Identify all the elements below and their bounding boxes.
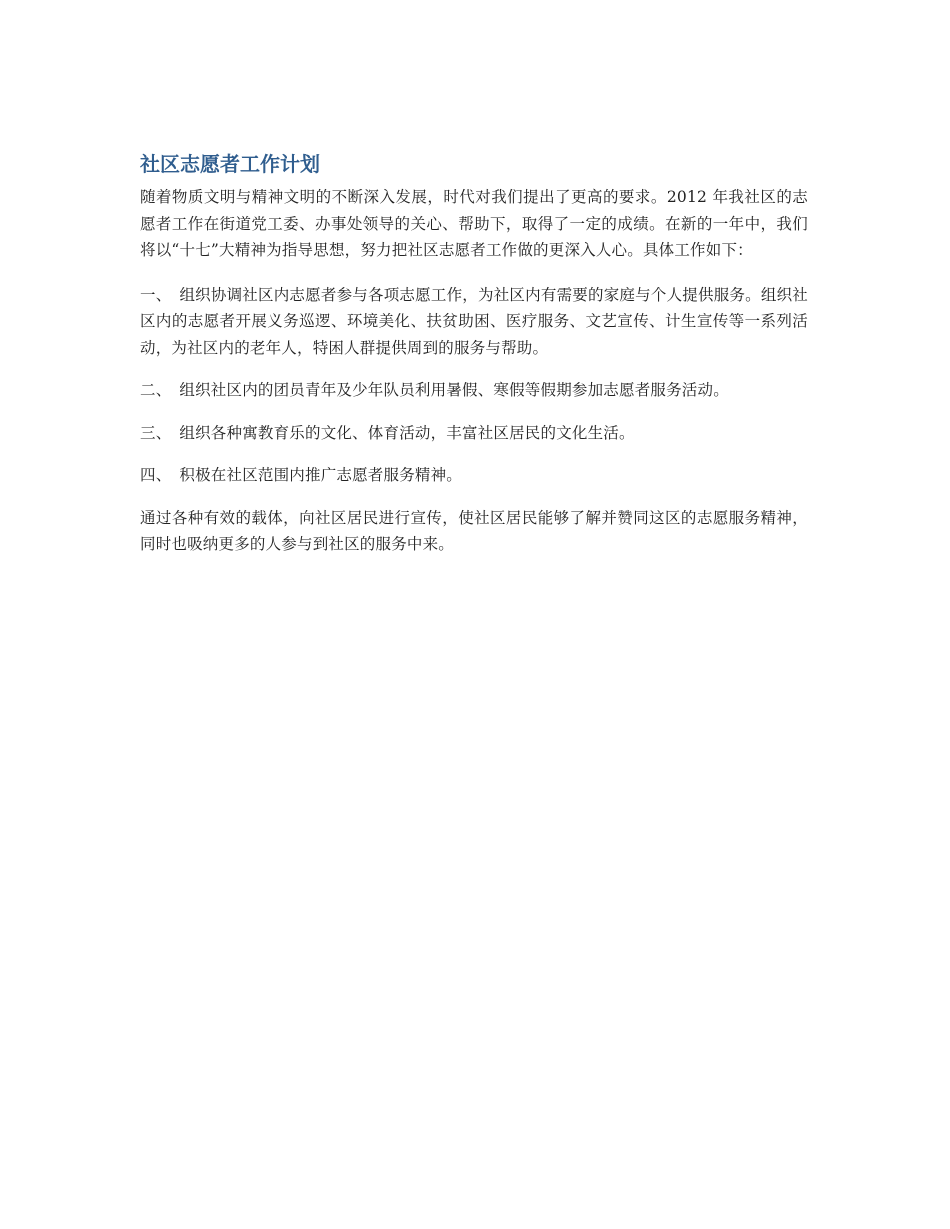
closing-paragraph: 通过各种有效的载体，向社区居民进行宣传，使社区居民能够了解并赞同这区的志愿服务精神，同时也吸纳更多的人参与到社区的服务中来。	[140, 508, 808, 553]
list-item	[140, 282, 808, 362]
list-item-number: 四、	[140, 466, 172, 484]
list-item	[140, 462, 808, 489]
list-item	[140, 377, 808, 404]
list-item-number: 一、	[140, 285, 172, 304]
list-item-text: 组织社区内的团员青年及少年队员利用暑假、寒假等假期参加志愿者服务活动。	[179, 381, 729, 399]
list-item	[140, 420, 808, 447]
intro-paragraph: 随着物质文明与精神文明的不断深入发展，时代对我们提出了更高的要求。2012 年我社区的志愿者工作在街道党工委、办事处领导的关心、帮助下，取得了一定的成绩。在新的一年中，我们将以“十七”大精神为指导思想，努力把社区志愿者工作做的更深入人心。具体工作如下：	[140, 188, 808, 259]
list-item-number: 二、	[140, 381, 172, 399]
list-item-text: 组织各种寓教育乐的文化、体育活动，丰富社区居民的文化生活。	[179, 423, 635, 442]
document-body	[140, 150, 808, 576]
document-title: 社区志愿者工作计划	[140, 152, 320, 176]
list-item-number: 三、	[140, 423, 172, 442]
list-item-text: 积极在社区范围内推广志愿者服务精神。	[179, 466, 463, 484]
list-item-text: 组织协调社区内志愿者参与各项志愿工作，为社区内有需要的家庭与个人提供服务。组织社区内的志愿者开展义务巡逻、环境美化、扶贫助困、医疗服务、文艺宣传、计生宣传等一系列活动，为社区内的老年人，特困人群提供周到的服务与帮助。	[140, 285, 808, 357]
